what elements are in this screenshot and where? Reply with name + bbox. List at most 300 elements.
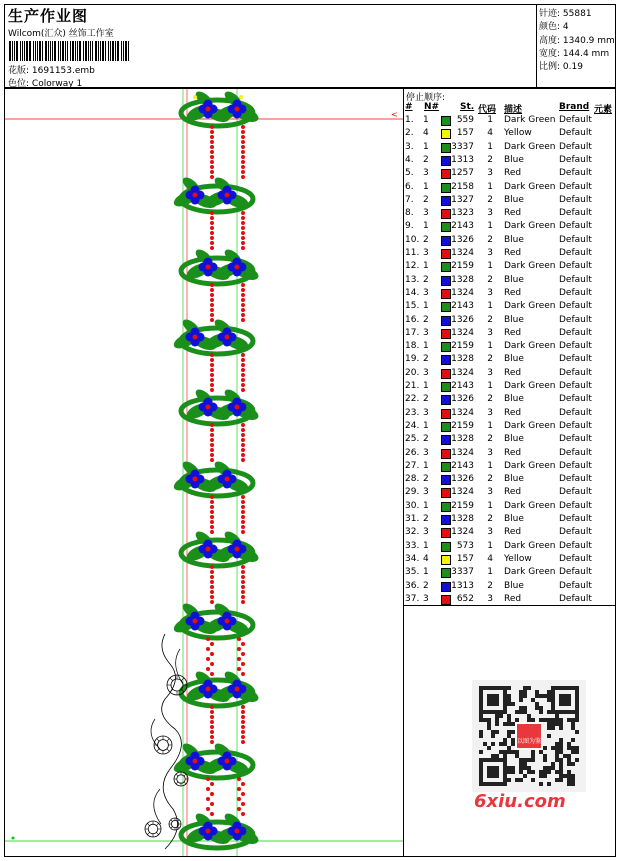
qr-module xyxy=(507,718,511,722)
berry-dot xyxy=(210,672,214,676)
row-needle: 4 xyxy=(423,553,429,564)
row-brand: Default xyxy=(559,168,592,179)
berry-dot xyxy=(241,428,245,432)
qr-module xyxy=(571,738,575,742)
berry-dot xyxy=(237,807,241,811)
qr-module xyxy=(479,730,483,734)
row-stitches: 157 xyxy=(456,553,474,564)
row-brand: Default xyxy=(559,301,592,312)
flower-center xyxy=(225,619,230,624)
berry-dot xyxy=(210,373,214,377)
row-index: 28. xyxy=(405,474,420,485)
row-index: 13. xyxy=(405,274,420,285)
qr-module xyxy=(575,730,579,734)
barcode-bar xyxy=(72,41,74,61)
row-code: 3 xyxy=(487,248,493,258)
barcode-bar xyxy=(105,41,106,61)
berry-dot xyxy=(241,216,245,220)
berry-dot xyxy=(210,495,214,499)
berry-dot xyxy=(210,303,214,307)
barcode-bar xyxy=(85,41,87,61)
row-needle: 3 xyxy=(423,447,429,458)
berry-dot xyxy=(210,652,214,656)
row-code: 2 xyxy=(487,154,493,165)
berry-dot xyxy=(210,585,214,589)
qr-module xyxy=(515,710,519,714)
row-needle: 2 xyxy=(423,354,429,365)
berry-dot xyxy=(241,155,245,159)
row-index: 29. xyxy=(405,487,420,498)
qr-module xyxy=(511,766,515,770)
berry-dot xyxy=(210,730,214,734)
row-description: Blue xyxy=(504,354,524,365)
berry-dot xyxy=(237,667,241,671)
qr-module xyxy=(571,718,575,722)
qr-module xyxy=(543,694,547,698)
qr-module xyxy=(507,734,511,738)
row-code: 1 xyxy=(487,261,493,272)
qr-module xyxy=(563,754,567,758)
berry-dot xyxy=(210,600,214,604)
color-swatch xyxy=(441,276,451,286)
row-brand: Default xyxy=(559,234,592,245)
qr-module xyxy=(555,778,559,782)
qr-module xyxy=(559,726,563,730)
row-index: 36. xyxy=(405,580,420,591)
row-code: 2 xyxy=(487,314,493,325)
row-needle: 3 xyxy=(423,208,429,219)
berry-dot xyxy=(210,725,214,729)
row-needle: 3 xyxy=(423,327,429,338)
berry-dot xyxy=(241,140,245,144)
qr-module xyxy=(539,782,543,786)
color-swatch xyxy=(441,568,451,578)
berry-dot xyxy=(210,565,214,569)
berry-dot xyxy=(241,520,245,524)
row-stitches: 1324 xyxy=(451,367,474,378)
stat-width: 宽度: 144.4 mm xyxy=(539,49,610,59)
berry-dot xyxy=(241,515,245,519)
row-needle: 3 xyxy=(423,593,429,604)
color-swatch xyxy=(441,382,451,392)
qr-module xyxy=(555,770,559,774)
barcode-bar xyxy=(37,41,38,61)
berry-dot xyxy=(206,787,210,791)
table-row xyxy=(404,341,615,354)
berry-dot xyxy=(210,363,214,367)
ornament-spoke xyxy=(170,678,173,681)
ornament-spoke xyxy=(178,820,180,822)
colorway-label: 色位: xyxy=(8,79,30,89)
row-brand: Default xyxy=(559,327,592,338)
qr-module xyxy=(531,750,535,754)
berry-dot xyxy=(241,211,245,215)
qr-module xyxy=(487,726,491,730)
qr-module xyxy=(491,730,495,734)
row-index: 2. xyxy=(405,128,414,139)
qr-module xyxy=(559,718,563,722)
row-needle: 2 xyxy=(423,580,429,591)
row-needle: 1 xyxy=(423,141,429,152)
berry-dot xyxy=(241,175,245,179)
row-code: 1 xyxy=(487,221,493,232)
qr-module xyxy=(571,750,575,754)
row-index: 11. xyxy=(405,248,420,258)
berry-dot xyxy=(206,637,210,641)
barcode-bar xyxy=(50,41,51,61)
barcode-bar xyxy=(110,41,111,61)
row-needle: 3 xyxy=(423,487,429,498)
row-code: 2 xyxy=(487,580,493,591)
berry-dot xyxy=(210,288,214,292)
qr-module xyxy=(503,738,507,742)
qr-module xyxy=(551,766,555,770)
table-row xyxy=(404,394,615,407)
row-description: Red xyxy=(504,208,522,219)
berry-dot xyxy=(210,211,214,215)
berry-dot xyxy=(241,580,245,584)
row-stitches: 1327 xyxy=(451,194,474,205)
berry-dot xyxy=(210,160,214,164)
row-description: Dark Green xyxy=(504,460,556,471)
qr-module xyxy=(543,770,547,774)
table-row xyxy=(404,168,615,181)
berry-dot xyxy=(206,777,210,781)
row-stitches: 2159 xyxy=(451,341,474,352)
berry-dot xyxy=(206,807,210,811)
color-swatch xyxy=(441,262,451,272)
qr-module xyxy=(539,710,543,714)
qr-module xyxy=(543,766,547,770)
berry-dot xyxy=(241,570,245,574)
color-swatch xyxy=(441,422,451,432)
row-description: Red xyxy=(504,367,522,378)
row-index: 15. xyxy=(405,301,420,312)
berry-dot xyxy=(210,353,214,357)
qr-module xyxy=(519,698,523,702)
row-description: Red xyxy=(504,593,522,604)
barcode-bar xyxy=(58,41,59,61)
flower-center xyxy=(206,107,211,112)
stats-panel xyxy=(536,4,616,88)
qr-module xyxy=(523,690,527,694)
table-row xyxy=(404,368,615,381)
color-swatch xyxy=(441,355,451,365)
table-row xyxy=(404,461,615,474)
row-index: 12. xyxy=(405,261,420,272)
berry-dot xyxy=(241,423,245,427)
qr-module xyxy=(539,694,543,698)
row-brand: Default xyxy=(559,154,592,165)
row-brand: Default xyxy=(559,567,592,578)
berry-dot xyxy=(210,216,214,220)
qr-module xyxy=(499,714,503,718)
qr-module xyxy=(515,754,519,758)
qr-module xyxy=(511,738,515,742)
qr-code xyxy=(472,680,586,792)
ornament-spoke xyxy=(156,832,158,834)
barcode-bar xyxy=(125,41,127,61)
table-row xyxy=(404,541,615,554)
qr-module xyxy=(551,718,555,722)
qr-module xyxy=(527,758,531,762)
qr-module xyxy=(547,782,551,786)
berry-dot xyxy=(210,458,214,462)
row-brand: Default xyxy=(559,474,592,485)
color-swatch xyxy=(441,289,451,299)
qr-module xyxy=(483,718,487,722)
row-needle: 2 xyxy=(423,154,429,165)
qr-module xyxy=(547,694,551,698)
qr-module xyxy=(519,694,523,698)
qr-module xyxy=(571,778,575,782)
berry-dot xyxy=(210,241,214,245)
flower-center xyxy=(206,547,211,552)
ornament-spoke xyxy=(167,749,170,752)
berry-dot xyxy=(241,740,245,744)
row-index: 21. xyxy=(405,381,420,391)
row-index: 27. xyxy=(405,460,420,471)
color-swatch xyxy=(441,528,451,538)
berry-dot xyxy=(237,637,241,641)
page-title: 生产作业图 xyxy=(8,7,89,25)
qr-module xyxy=(523,774,527,778)
qr-module xyxy=(539,750,543,754)
berry-dot xyxy=(210,150,214,154)
flower-center xyxy=(225,477,230,482)
row-description: Red xyxy=(504,248,522,258)
color-swatch xyxy=(441,595,451,605)
qr-module xyxy=(491,742,495,746)
table-row xyxy=(404,221,615,234)
row-code: 2 xyxy=(487,354,493,365)
qr-module xyxy=(547,722,551,726)
row-stitches: 1326 xyxy=(451,474,474,485)
qr-module xyxy=(531,770,535,774)
qr-module xyxy=(567,782,571,786)
berry-dot xyxy=(241,565,245,569)
berry-dot xyxy=(210,443,214,447)
berry-dot xyxy=(241,388,245,392)
flower-center xyxy=(225,759,230,764)
row-description: Red xyxy=(504,527,522,538)
row-brand: Default xyxy=(559,514,592,524)
row-stitches: 1328 xyxy=(451,434,474,445)
qr-module xyxy=(511,722,515,726)
stat-stitches: 针迹: 55881 xyxy=(539,9,592,19)
ornament-spoke xyxy=(147,832,149,834)
berry-dot xyxy=(210,812,214,816)
stat-scale: 比例: 0.19 xyxy=(539,62,583,72)
qr-module xyxy=(555,742,559,746)
qr-module xyxy=(555,746,559,750)
qr-module xyxy=(547,734,551,738)
berry-dot xyxy=(241,505,245,509)
table-row xyxy=(404,567,615,580)
berry-dot xyxy=(210,221,214,225)
color-swatch xyxy=(441,555,451,565)
row-code: 1 xyxy=(487,381,493,391)
berry-dot xyxy=(241,165,245,169)
qr-module xyxy=(479,734,483,738)
row-stitches: 2143 xyxy=(451,301,474,312)
color-swatch xyxy=(441,462,451,472)
row-needle: 3 xyxy=(423,248,429,258)
row-needle: 1 xyxy=(423,540,429,551)
color-swatch xyxy=(441,316,451,326)
color-swatch xyxy=(441,209,451,219)
qr-module xyxy=(547,766,551,770)
berry-dot xyxy=(241,313,245,317)
berry-dot xyxy=(210,308,214,312)
row-index: 9. xyxy=(405,221,414,232)
table-row xyxy=(404,142,615,155)
row-needle: 2 xyxy=(423,234,429,245)
embroidery-design-illustration xyxy=(5,89,403,856)
software-subtitle: Wilcom(汇众) 丝饰工作室 xyxy=(8,29,114,39)
row-index: 33. xyxy=(405,540,420,551)
barcode-bar xyxy=(117,41,119,61)
row-stitches: 1313 xyxy=(451,154,474,165)
row-index: 32. xyxy=(405,527,420,538)
row-description: Blue xyxy=(504,154,524,165)
table-row xyxy=(404,434,615,447)
qr-module xyxy=(563,774,567,778)
color-swatch xyxy=(441,129,451,139)
row-description: Red xyxy=(504,407,522,418)
row-brand: Default xyxy=(559,208,592,219)
qr-module xyxy=(555,754,559,758)
berry-dot xyxy=(210,165,214,169)
row-stitches: 2159 xyxy=(451,500,474,511)
berry-dot xyxy=(210,423,214,427)
table-row xyxy=(404,514,615,527)
berry-dot xyxy=(241,443,245,447)
qr-module xyxy=(495,730,499,734)
qr-module xyxy=(555,714,559,718)
qr-module xyxy=(567,770,571,774)
barcode-bar xyxy=(65,41,66,61)
row-needle: 3 xyxy=(423,527,429,538)
berry-dot xyxy=(241,363,245,367)
col-header-st: St. xyxy=(460,102,475,112)
guide-marker: < xyxy=(391,110,398,119)
berry-dot xyxy=(210,433,214,437)
color-swatch xyxy=(441,502,451,512)
qr-module xyxy=(495,714,499,718)
color-swatch xyxy=(441,582,451,592)
qr-module xyxy=(571,782,575,786)
row-code: 1 xyxy=(487,141,493,152)
berry-dot xyxy=(241,236,245,240)
row-description: Blue xyxy=(504,394,524,405)
row-needle: 1 xyxy=(423,261,429,272)
ornament-spoke xyxy=(157,739,160,742)
row-stitches: 1324 xyxy=(451,527,474,538)
table-row xyxy=(404,381,615,394)
row-stitches: 3337 xyxy=(451,567,474,578)
row-description: Dark Green xyxy=(504,301,556,312)
berry-dot xyxy=(241,246,245,250)
berry-dot xyxy=(241,730,245,734)
berry-dot xyxy=(241,705,245,709)
qr-module xyxy=(495,754,499,758)
flower-center xyxy=(235,547,240,552)
ornament-spoke xyxy=(178,827,180,829)
berry-dot xyxy=(241,226,245,230)
berry-dot xyxy=(241,510,245,514)
ornament-spoke xyxy=(171,827,173,829)
qr-module xyxy=(523,766,527,770)
berry-dot xyxy=(210,792,214,796)
flower-center xyxy=(206,405,211,410)
color-swatch xyxy=(441,302,451,312)
yellow-accent xyxy=(193,95,197,99)
flower-center xyxy=(193,619,198,624)
row-brand: Default xyxy=(559,487,592,498)
qr-module xyxy=(555,722,559,726)
color-swatch xyxy=(441,222,451,232)
yellow-accent xyxy=(239,95,243,99)
berry-dot xyxy=(210,226,214,230)
row-needle: 1 xyxy=(423,381,429,391)
qr-module xyxy=(551,762,555,766)
row-needle: 3 xyxy=(423,367,429,378)
berry-dot xyxy=(237,797,241,801)
berry-dot xyxy=(210,500,214,504)
flower-center xyxy=(193,193,198,198)
berry-dot xyxy=(241,130,245,134)
qr-module xyxy=(535,702,539,706)
barcode-bar xyxy=(90,41,91,61)
row-stitches: 1324 xyxy=(451,248,474,258)
ornament-spoke xyxy=(171,820,173,822)
qr-module xyxy=(507,770,511,774)
qr-module xyxy=(539,774,543,778)
color-swatch xyxy=(441,475,451,485)
berry-dot xyxy=(210,145,214,149)
berry-dot xyxy=(210,155,214,159)
row-brand: Default xyxy=(559,115,592,125)
berry-dot xyxy=(241,500,245,504)
berry-dot xyxy=(210,383,214,387)
row-needle: 2 xyxy=(423,274,429,285)
qr-module xyxy=(507,694,511,698)
barcode-bar xyxy=(112,41,114,61)
row-needle: 1 xyxy=(423,420,429,431)
row-description: Red xyxy=(504,447,522,458)
barcode-bar xyxy=(54,41,56,61)
design-label: 花版: xyxy=(8,66,30,76)
qr-module xyxy=(487,746,491,750)
berry-dot xyxy=(210,293,214,297)
qr-module xyxy=(567,762,571,766)
row-description: Dark Green xyxy=(504,567,556,578)
flower-center xyxy=(235,687,240,692)
row-description: Blue xyxy=(504,434,524,445)
berry-dot xyxy=(210,283,214,287)
berry-dot xyxy=(241,308,245,312)
berry-dot xyxy=(210,313,214,317)
table-row xyxy=(404,248,615,261)
berry-dot xyxy=(241,318,245,322)
row-index: 17. xyxy=(405,327,420,338)
barcode-bar xyxy=(45,41,47,61)
row-index: 37. xyxy=(405,593,420,604)
berry-dot xyxy=(237,777,241,781)
row-index: 8. xyxy=(405,208,414,219)
ornament-spoke xyxy=(157,749,160,752)
